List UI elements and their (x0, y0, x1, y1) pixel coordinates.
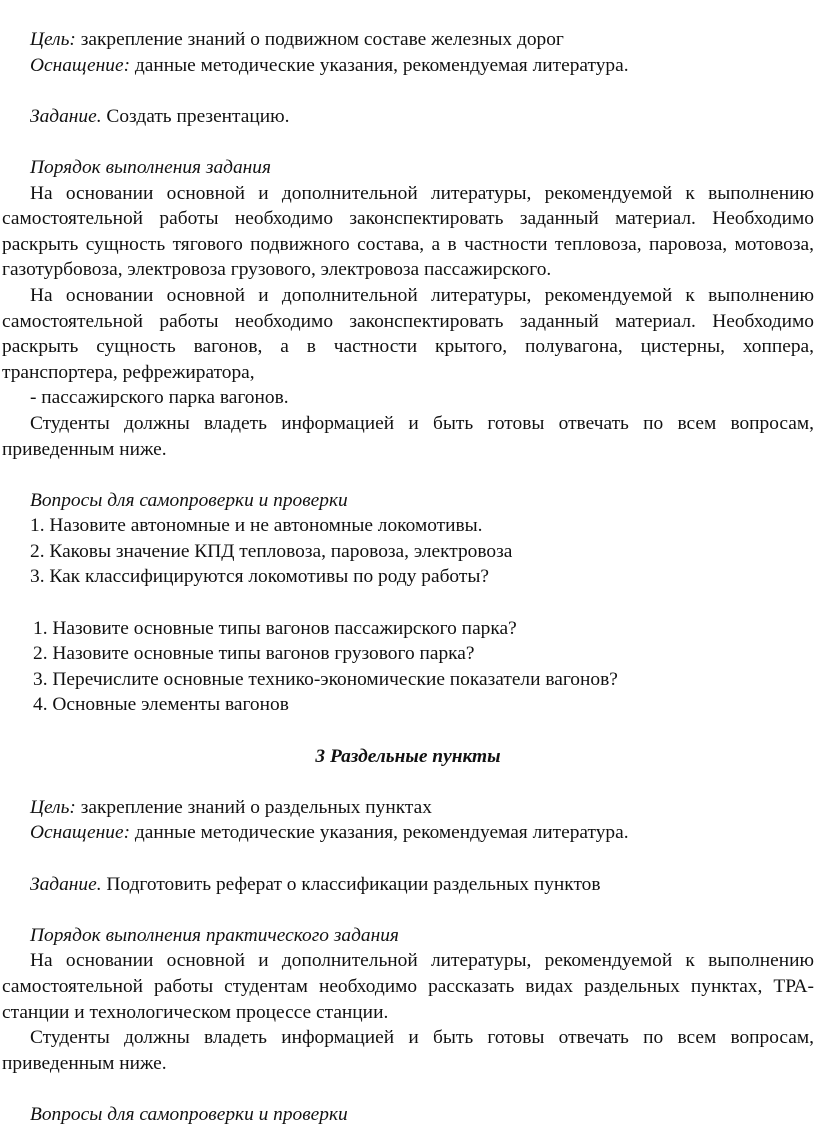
goal-label: Цель: (30, 29, 76, 50)
task-line (30, 872, 814, 898)
task-label: Задание. (30, 105, 102, 127)
equipment-line (30, 53, 814, 79)
equipment-label: Оснащение: (30, 54, 131, 76)
paragraph: На основании основной и дополнительной литературы, рекомендуемой к выполнению самостоятельной работы необходимо законспектировать заданный материал. Необходимо раскрыть сущность вагонов, а в частности крытого, полувагона, цистерны, хоппера, транспортера, рефрежиратора, (2, 284, 814, 383)
equipment-text: данные методические указания, рекомендуемая литература. (130, 822, 629, 844)
task-text: Создать презентацию. (101, 105, 290, 127)
equipment-label: Оснащение: (30, 822, 131, 844)
spacer (2, 462, 814, 488)
document-body (2, 27, 814, 1128)
goal-line (30, 27, 814, 53)
spacer (2, 129, 814, 155)
list-item: - пассажирского парка вагонов. (30, 387, 289, 409)
spacer (2, 769, 814, 795)
goal-text: закрепление знаний о подвижном составе железных дорог (75, 29, 564, 50)
goal-line (30, 795, 814, 821)
question-item: 1. Назовите автономные и не автономные локомотивы. (30, 515, 483, 537)
spacer (2, 78, 814, 104)
questions-heading: Вопросы для самопроверки и проверки (30, 489, 348, 511)
spacer (2, 590, 814, 616)
spacer (2, 897, 814, 923)
goal-text: закрепление знаний о раздельных пунктах (75, 796, 432, 818)
equipment-text: данные методические указания, рекомендуемая литература. (130, 54, 629, 76)
question-item: 2. Назовите основные типы вагонов грузового парка? (33, 643, 475, 665)
question-item: 4. Основные элементы вагонов (33, 694, 289, 716)
paragraph: На основании основной и дополнительной литературы, рекомендуемой к выполнению самостоятельной работы студентам необходимо рассказать видах раздельных пунктах, ТРА-станции и технологическом процессе станции. (2, 950, 814, 1023)
question-item: 3. Как классифицируются локомотивы по роду работы? (30, 566, 489, 588)
paragraph: Студенты должны владеть информацией и быть готовы отвечать по всем вопросам, приведенным ниже. (2, 1027, 814, 1074)
procedure-heading: Порядок выполнения задания (30, 156, 271, 178)
spacer (2, 1076, 814, 1102)
task-text: Подготовить реферат о классификации раздельных пунктов (101, 873, 601, 895)
spacer (2, 718, 814, 744)
spacer (2, 846, 814, 872)
task-line (30, 104, 814, 130)
question-item: 1. Назовите основные типы вагонов пассажирского парка? (33, 617, 517, 639)
task-label: Задание. (30, 873, 102, 895)
question-item: 3. Перечислите основные технико-экономические показатели вагонов? (33, 668, 618, 690)
questions-heading: Вопросы для самопроверки и проверки (30, 1103, 348, 1125)
goal-label: Цель: (30, 796, 76, 818)
document-page (0, 7, 816, 1128)
question-item: 2. Каковы значение КПД тепловоза, паровоза, электровоза (30, 540, 513, 562)
procedure-heading: Порядок выполнения практического задания (30, 924, 399, 946)
equipment-line (30, 820, 814, 846)
paragraph: На основании основной и дополнительной литературы, рекомендуемой к выполнению самостоятельной работы необходимо законспектировать заданный материал. Необходимо раскрыть сущность тягового подвижного состава, а в частности тепловоза, паровоза, мотовоза, газотурбовоза, электровоза грузового, электровоза пассажирского. (2, 182, 814, 281)
paragraph: Студенты должны владеть информацией и быть готовы отвечать по всем вопросам, приведенным ниже. (2, 412, 814, 460)
section-title: 3 Раздельные пункты (315, 745, 501, 767)
